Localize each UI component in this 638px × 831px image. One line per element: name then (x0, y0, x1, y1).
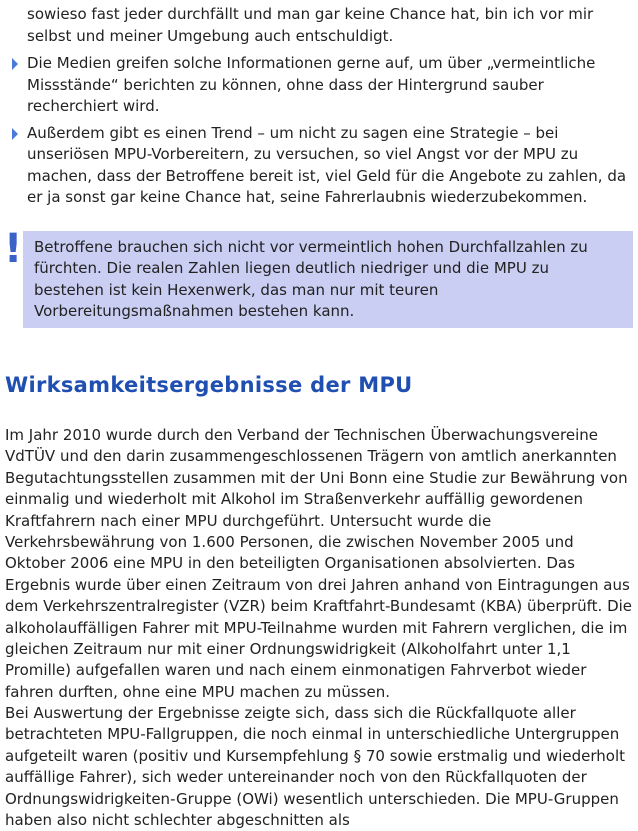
callout-box (0, 225, 638, 330)
bullet-arrow-icon (12, 128, 18, 140)
bullet-text: Außerdem gibt es einen Trend – um nicht zu sagen eine Strategie – bei unseriösen MPU-Vorbereitern, zu versuchen, so viel Angst vor der MPU zu machen, dass der Betroffene bereit ist, viel Geld für die Angebote zu zahlen, da er ja sonst gar keine Chance hat, seine Fahrerlaubnis wiederzubekommen. (27, 123, 627, 206)
exclamation-icon: ! (4, 225, 23, 272)
bullet-continued-text: sowieso fast jeder durchfällt und man gar keine Chance hat, bin ich vor mir selbst und meiner Umgebung auch entschuldigt. (27, 5, 594, 45)
paragraph: Bei Auswertung der Ergebnisse zeigte sich, dass sich die Rückfallquote aller betrachteten MPU-Fallgruppen, die noch einmal in unterschiedliche Untergruppen aufgeteilt waren (positiv und Kursempfehlung § 70 sowie erstmalig und wiederholt auffällige Fahrer), sich weder untereinander noch von den Rückfallquoten der Ordnungswidrigkeiten-Gruppe (OWi) wesentlich unterschieden. Die MPU-Gruppen haben also nicht schlechter abgeschnitten als (5, 704, 626, 830)
bullet-list (0, 53, 638, 209)
list-item (0, 123, 638, 209)
list-item (0, 53, 638, 118)
callout-text: Betroffene brauchen sich nicht vor vermeintlich hohen Durchfallzahlen zu fürchten. Die realen Zahlen liegen deutlich niedriger und die MPU zu bestehen ist kein Hexenwerk, das man nur mit teuren Vorbereitungsmaßnahmen bestehen kann. (23, 231, 633, 328)
article-content (0, 0, 638, 330)
section-heading: Wirksamkeitsergebnisse der MPU (5, 373, 413, 397)
paragraph: Im Jahr 2010 wurde durch den Verband der Technischen Überwachungsvereine VdTÜV und den darin zusammengeschlossenen Trägern von amtlich anerkannten Begutachtungsstellen zusammen mit der Uni Bonn eine Studie zur Bewährung von einmalig und wiederholt mit Alkohol im Straßenverkehr auffällig gewordenen Kraftfahrern nach einer MPU durchgeführt. Untersucht wurde die Verkehrsbewährung von 1.600 Personen, die zwischen November 2005 und Oktober 2006 eine MPU in den beteiligten Organisationen absolvierten. Das Ergebnis wurde über einen Zeitraum von drei Jahren anhand von Eintragungen aus dem Verkehrszentralregister (VZR) beim Kraftfahrt-Bundesamt (KBA) überprüft. Die alkoholauffälligen Fahrer mit MPU-Teilnahme wurden mit Fahrern verglichen, die im gleichen Zeitraum nur mit einer Ordnungswidrigkeit (Alkoholfahrt unter 1,1 Promille) aufgefallen waren und nach einem einmonatigen Fahrverbot wieder fahren durften, ohne eine MPU machen zu müssen. (5, 426, 633, 701)
bullet-arrow-icon (12, 58, 18, 70)
bullet-text: Die Medien greifen solche Informationen gerne auf, um über „vermeintliche Missstände“ berichten zu können, ohne dass der Hintergrund sauber recherchiert wird. (27, 54, 596, 115)
